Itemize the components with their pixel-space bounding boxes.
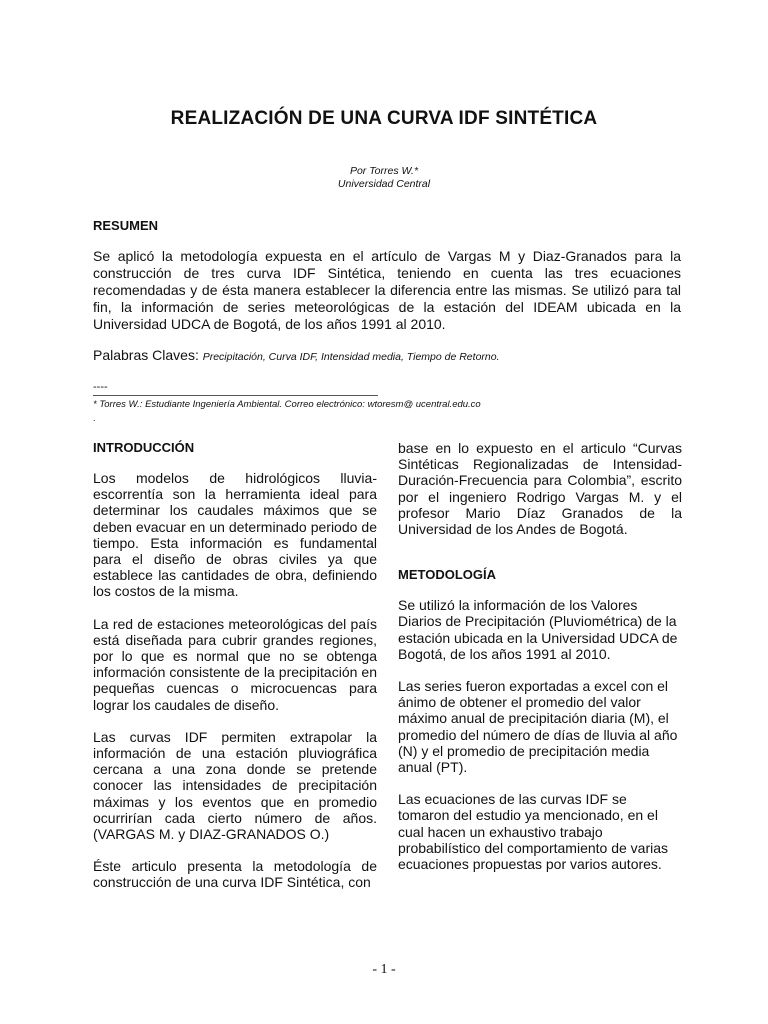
intro-paragraph: Éste articulo presenta la metodología de construcción de una curva IDF Sintética, con [93,858,377,891]
intro-continuation: base en lo expuesto en el articulo “Curvas Sintéticas Regionalizadas de Intensidad-Duración-Frecuencia para Colombia”, escrito por el ingeniero Rodrigo Vargas M. y el profesor Mario Díaz Granados de la Universidad de los Andes de Bogotá. [398,440,682,538]
byline [0,165,768,191]
intro-paragraph: Los modelos de hidrológicos lluvia-escorrentía son la herramienta ideal para determinar los caudales máximos que se deben evacuar en un determinado periodo de tiempo. Esta información es fundamental para el diseño de obras civiles ya que establece las cantidades de obra, definiendo los costos de la misma. [93,470,377,600]
method-heading: METODOLOGÍA [398,567,496,583]
intro-paragraph: La red de estaciones meteorológicas del país está diseñada para cubrir grandes regiones, por lo que es normal que no se obtenga información consistente de la precipitación en pequeñas cuencas o microcuencas para lograr los caudales de diseño. [93,615,377,713]
intro-paragraph: Las curvas IDF permiten extrapolar la información de una estación pluviográfica cercana a una zona donde se pretende conocer las intensidades de precipitación máximas y los eventos que en promedio ocurrirían cada cierto número de años.(VARGAS M. y DIAZ-GRANADOS O.) [93,728,377,843]
footnote-rule [93,395,378,396]
keywords-values: Precipitación, Curva IDF, Intensidad media, Tiempo de Retorno. [202,351,500,363]
paper-title: REALIZACIÓN DE UNA CURVA IDF SINTÉTICA [170,108,598,129]
footnote: * Torres W.: Estudiante Ingeniería Ambiental. Correo electrónico: wtoresm@ ucentral.edu.co [93,399,481,410]
keywords-line [93,347,500,363]
footnote-dot: . [93,413,96,423]
method-paragraph: Se utilizó la información de los Valores Diarios de Precipitación (Pluviométrica) de la estación ubicada en la Universidad UDCA de Bogotá, de los años 1991 al 2010. [398,597,678,662]
left-column [93,440,377,891]
right-column [398,440,682,872]
keywords-label: Palabras Claves: [93,347,199,363]
method-paragraph: Las ecuaciones de las curvas IDF se tomaron del estudio ya mencionado, en el cual hacen un exhaustivo trabajo probabilístico del comportamiento de varias ecuaciones propuestas por varios autores. [398,791,669,873]
author-line: Por Torres W.* [349,165,419,177]
footnote-dashes: ---- [93,381,108,393]
page-number: - 1 - [372,962,396,977]
abstract-text: Se aplicó la metodología expuesta en el artículo de Vargas M y Diaz-Granados para la construcción de tres curva IDF Sintética, teniendo en cuenta las tres ecuaciones recomendadas y de ésta manera establecer la diferencia entre las mismas. Se utilizó para tal fin, la información de series meteorológicas de la estación del IDEAM ubicada en la Universidad UDCA de Bogotá, de los años 1991 al 2010. [93,248,681,332]
intro-heading: INTRODUCCIÓN [93,440,195,455]
method-paragraph: Las series fueron exportadas a excel con el ánimo de obtener el promedio del valor máximo anual de precipitación diaria (M), el promedio del número de días de lluvia al año (N) y el promedio de precipitación media anual (PT). [398,678,678,776]
abstract-heading: RESUMEN [93,218,159,233]
affiliation: Universidad Central [337,178,431,190]
